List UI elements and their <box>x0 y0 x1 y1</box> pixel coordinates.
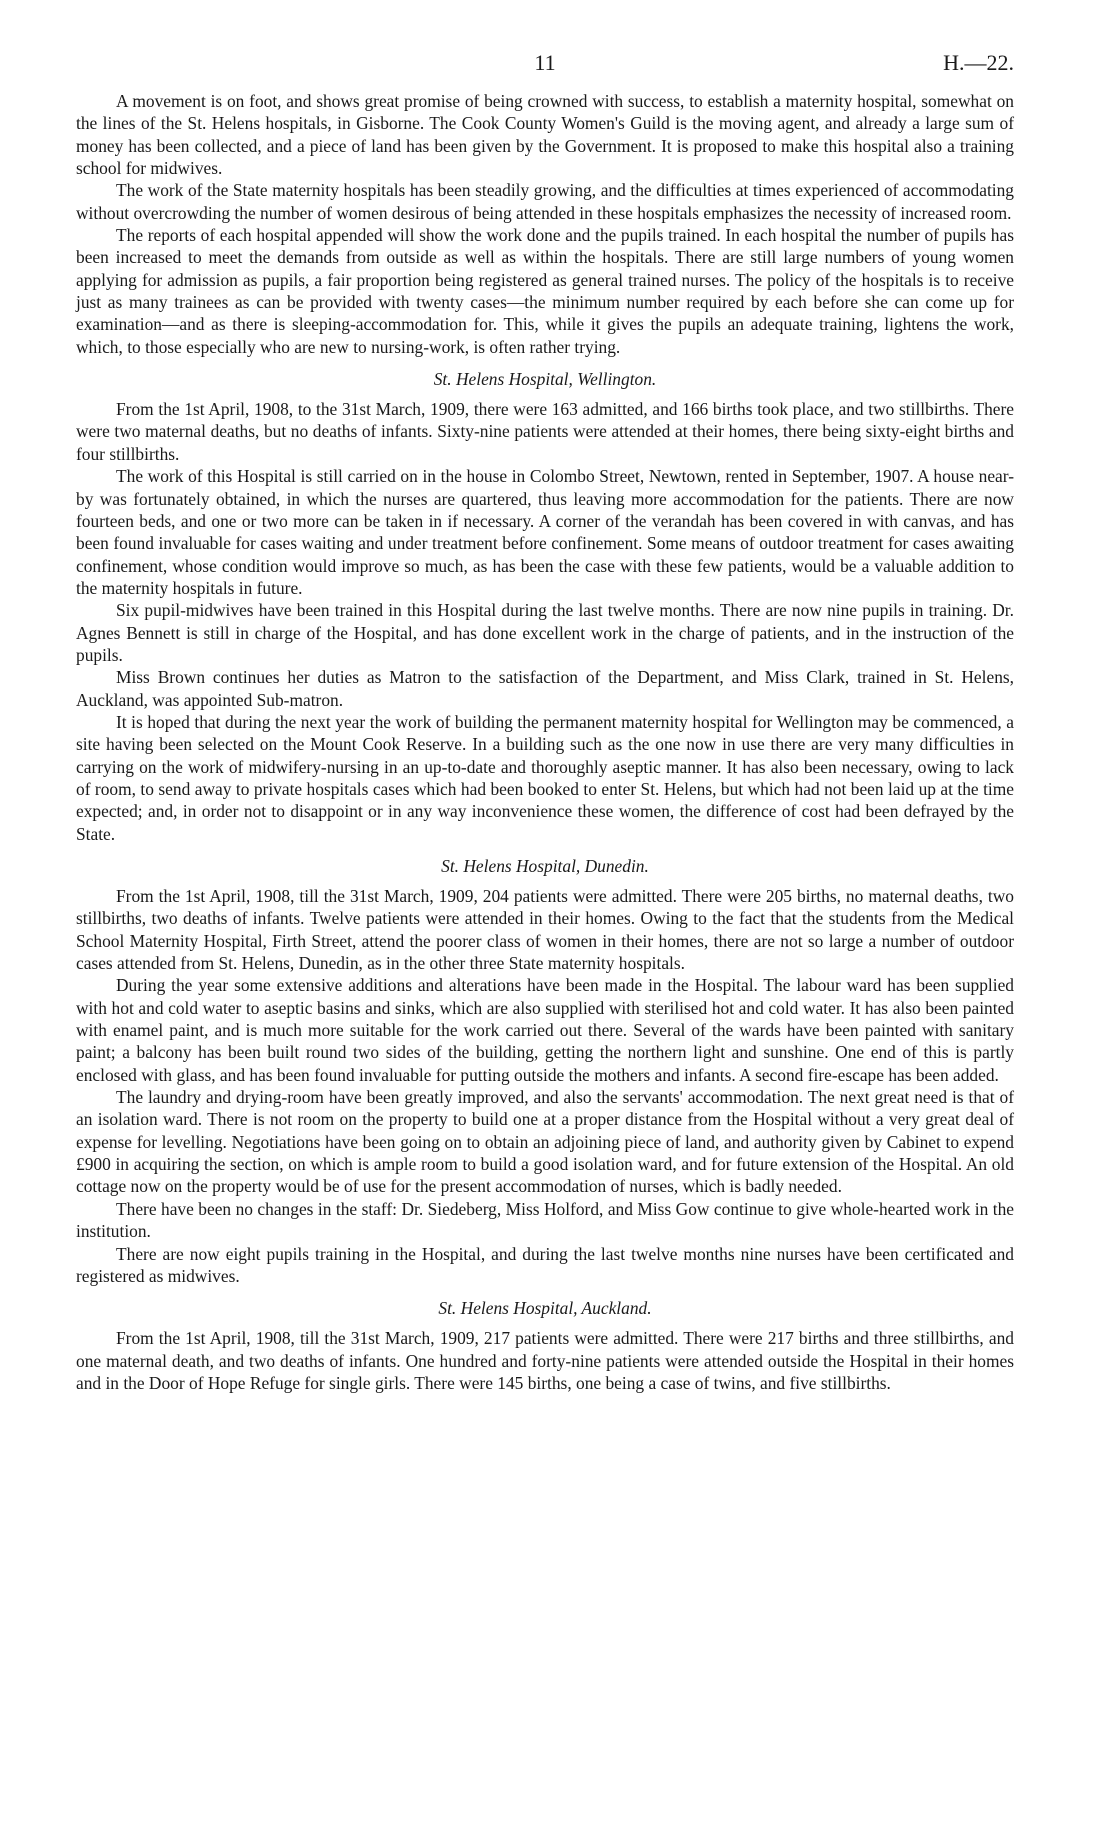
section-paragraph: It is hoped that during the next year the work of building the permanent maternity hospital for Wellington may be commenced, a site having been selected on the Mount Cook Reserve. In a building such as the one now in use there are very many difficulties in carrying on the work of midwifery-nursing in an up-to-date and thoroughly aseptic manner. It has also been necessary, owing to lack of room, to send away to private hospitals cases which had been booked to enter St. Helens, but which had not been laid up at the time expected; and, in order not to disappoint or in any way inconvenience these women, the difference of cost had been defrayed by the State. <box>76 711 1014 844</box>
section-paragraph: Miss Brown continues her duties as Matron to the satisfaction of the Department, and Miss Clark, trained in St. Helens, Auckland, was appointed Sub-matron. <box>76 667 1014 710</box>
section-paragraph: There are now eight pupils training in the Hospital, and during the last twelve months nine nurses have been certificated and registered as midwives. <box>76 1243 1014 1286</box>
document-code: H.—22. <box>943 50 1014 75</box>
section-title-auckland: St. Helens Hospital, Auckland. <box>438 1298 652 1319</box>
document-body <box>76 90 1014 1394</box>
section-paragraph: Six pupil-midwives have been trained in this Hospital during the last twelve months. There are now nine pupils in training. Dr. Agnes Bennett is still in charge of the Hospital, and has done excellent work in the charge of patients, and in the instruction of the pupils. <box>76 600 1014 665</box>
page-number: 11 <box>534 50 556 75</box>
section-paragraph: The laundry and drying-room have been greatly improved, and also the servants' accommodation. The next great need is that of an isolation ward. There is not room on the property to build one at a proper distance from the Hospital without a very great deal of expense for levelling. Negotiations have been going on to obtain an adjoining piece of land, and authority given by Cabinet to expend £900 in acquiring the section, on which is ample room to build a good isolation ward, and for future extension of the Hospital. An old cottage now on the property would be of use for the present accommodation of nurses, which is badly needed. <box>76 1087 1014 1197</box>
section-paragraph: During the year some extensive additions and alterations have been made in the Hospital. The labour ward has been supplied with hot and cold water to aseptic basins and sinks, which are also supplied with sterilised hot and cold water. It has also been painted with enamel paint, and is much more suitable for the work carried out there. Several of the wards have been painted with sanitary paint; a balcony has been built round two sides of the building, getting the northern light and sunshine. One end of this is partly enclosed with glass, and has been found invaluable for putting outside the mothers and infants. A second fire-escape has been added. <box>76 975 1014 1085</box>
section-title-dunedin: St. Helens Hospital, Dunedin. <box>441 856 649 876</box>
section-title-wellington: St. Helens Hospital, Wellington. <box>433 369 657 390</box>
intro-paragraph: The reports of each hospital appended will show the work done and the pupils trained. In each hospital the number of pupils has been increased to meet the demands from outside as well as within the hospitals. There are still large numbers of young women applying for admission as pupils, a fair proportion being registered as general trained nurses. The policy of the hospitals is to receive just as many trainees as can be provided with twenty cases—the minimum number required by each before she can come up for examination—and as there is sleeping-accommodation for. This, while it gives the pupils an adequate training, lightens the work, which, to those especially who are new to nursing-work, is often rather trying. <box>76 225 1014 357</box>
intro-paragraph: A movement is on foot, and shows great promise of being crowned with success, to establish a maternity hospital, somewhat on the lines of the St. Helens hospitals, in Gisborne. The Cook County Women's Guild is the moving agent, and already a large sum of money has been collected, and a piece of land has been given by the Government. It is proposed to make this hospital also a training school for midwives. <box>76 91 1014 179</box>
section-paragraph: From the 1st April, 1908, till the 31st March, 1909, 217 patients were admitted. There were 217 births and three stillbirths, and one maternal death, and two deaths of infants. One hundred and forty-nine patients were attended outside the Hospital in their homes and in the Door of Hope Refuge for single girls. There were 145 births, one being a case of twins, and five stillbirths. <box>76 1328 1014 1393</box>
section-paragraph: From the 1st April, 1908, till the 31st March, 1909, 204 patients were admitted. There were 205 births, no maternal deaths, two stillbirths, two deaths of infants. Twelve patients were attended in their homes. Owing to the fact that the students from the Medical School Maternity Hospital, Firth Street, attend the poorer class of women in their homes, there are not so large a number of outdoor cases attended from St. Helens, Dunedin, as in the other three State maternity hospitals. <box>76 886 1014 974</box>
section-paragraph: There have been no changes in the staff: Dr. Siedeberg, Miss Holford, and Miss Gow continue to give whole-hearted work in the institution. <box>76 1198 1014 1242</box>
section-paragraph: The work of this Hospital is still carried on in the house in Colombo Street, Newtown, rented in September, 1907. A house near-by was fortunately obtained, in which the nurses are quartered, thus leaving more accommodation for the patients. There are now fourteen beds, and one or two more can be taken in if necessary. A corner of the verandah has been covered in with canvas, and has been found invaluable for cases waiting and under treatment before confinement. Some means of outdoor treatment for cases awaiting confinement, whose condition would improve so much, as has been the case with these few patients, would be a valuable addition to the maternity hospitals in future. <box>76 466 1014 598</box>
section-paragraph: From the 1st April, 1908, to the 31st March, 1909, there were 163 admitted, and 166 births took place, and two stillbirths. There were two maternal deaths, but no deaths of infants. Sixty-nine patients were attended at their homes, there being sixty-eight births and four stillbirths. <box>76 399 1014 464</box>
document-page <box>76 50 1014 1394</box>
page-header <box>76 50 1014 90</box>
intro-paragraph: The work of the State maternity hospitals has been steadily growing, and the difficulties at times experienced of accommodating without overcrowding the number of women desirous of being attended in these hospitals emphasizes the necessity of increased room. <box>76 180 1014 223</box>
